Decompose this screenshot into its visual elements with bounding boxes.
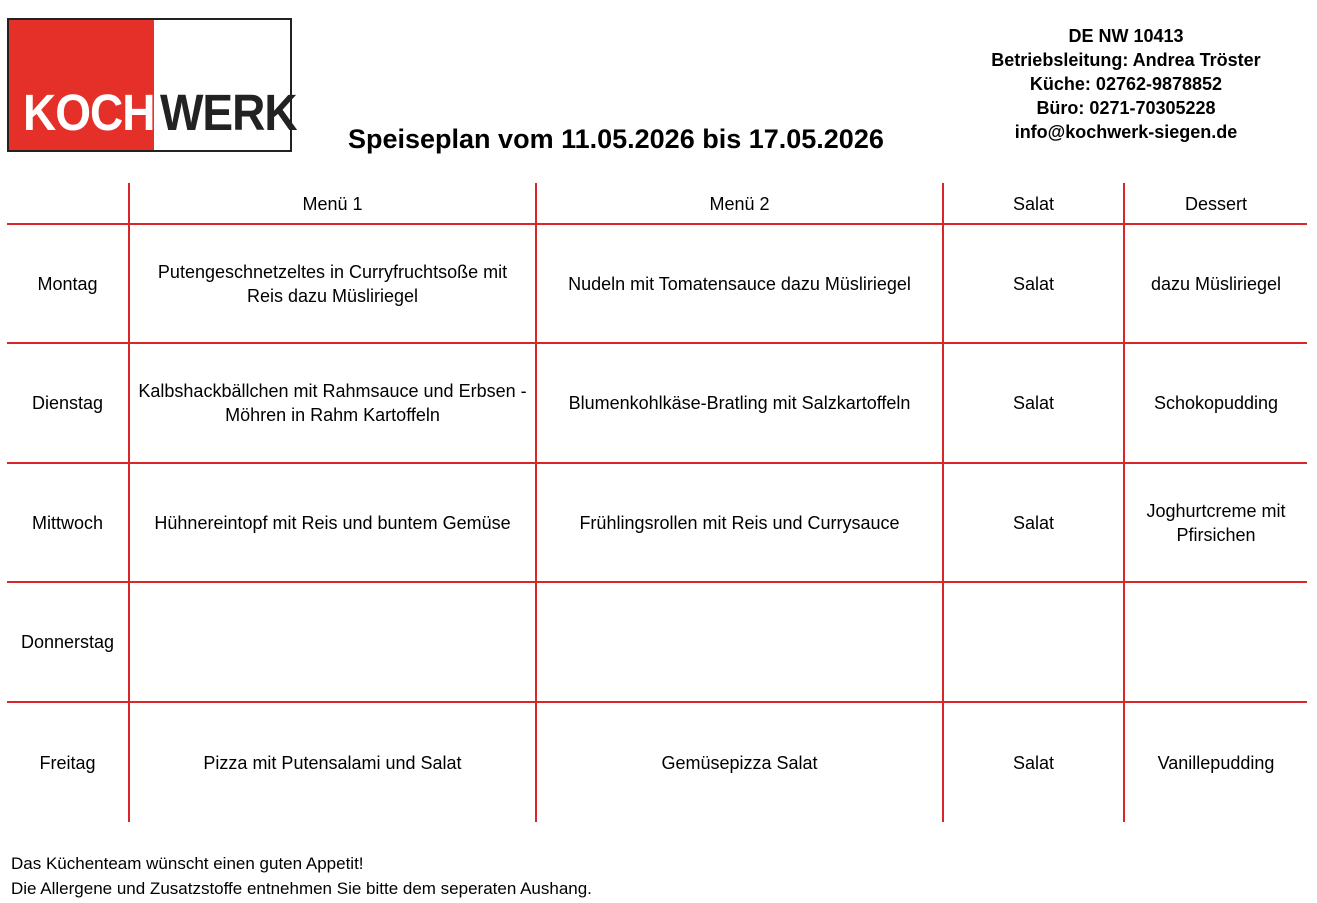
dessert-cell: dazu Müsliriegel (1150, 273, 1282, 294)
logo-text-koch: KOCH (23, 83, 155, 141)
salad-cell: Salat (1012, 512, 1055, 533)
menu1-cell: Pizza mit Putensalami und Salat (203, 752, 462, 773)
office-phone: Büro: 0271-70305228 (1036, 98, 1216, 118)
menu1-cell: Kalbshackbällchen mit Rahmsauce und Erbsen - Möhren in Rahm Kartoffeln (138, 381, 527, 425)
day-cell: Mittwoch (31, 512, 103, 533)
salad-cell: Salat (1012, 393, 1055, 413)
day-cell: Dienstag (31, 393, 104, 413)
header-menu2: Menü 2 (709, 193, 770, 214)
dessert-cell (1125, 583, 1307, 701)
footer-notes (11, 851, 592, 901)
footer-greeting: Das Küchenteam wünscht einen guten Appetit! (11, 854, 364, 873)
logo-white-block (154, 20, 297, 150)
menu2-cell: Nudeln mit Tomatensauce dazu Müsliriegel (568, 273, 911, 294)
salad-cell: Salat (1012, 273, 1055, 294)
day-cell: Montag (37, 273, 98, 294)
menu1-cell: Putengeschnetzeltes in Curryfruchtsoße mit Reis dazu Müsliriegel (157, 261, 508, 306)
company-id: DE NW 10413 (1068, 26, 1184, 46)
kochwerk-logo (7, 18, 297, 152)
logo-text-werk: WERK (160, 83, 297, 141)
contact-info (966, 24, 1286, 144)
menu1-cell: Hühnereintopf mit Reis und buntem Gemüse (154, 512, 511, 533)
menu2-cell: Frühlingsrollen mit Reis und Currysauce (579, 512, 900, 533)
dessert-cell: Joghurtcreme mit Pfirsichen (1146, 500, 1286, 545)
management-name: Betriebsleitung: Andrea Tröster (991, 50, 1261, 70)
salad-cell (944, 583, 1123, 701)
kitchen-phone: Küche: 02762-9878852 (1029, 74, 1223, 94)
page-title: Speiseplan vom 11.05.2026 bis 17.05.2026 (348, 124, 884, 154)
menu1-cell (130, 583, 535, 701)
dessert-cell: Schokopudding (1153, 393, 1279, 413)
footer-allergen-note: Die Allergene und Zusatzstoffe entnehmen Sie bitte dem seperaten Aushang. (11, 879, 592, 898)
day-cell: Donnerstag (20, 632, 115, 652)
menu2-cell: Gemüsepizza Salat (661, 752, 818, 773)
header-salad: Salat (1012, 193, 1055, 214)
menu2-cell (537, 583, 942, 701)
logo-red-block (9, 20, 154, 150)
header-menu1: Menü 1 (302, 193, 363, 214)
salad-cell: Salat (1012, 752, 1055, 773)
header-dessert: Dessert (1184, 193, 1247, 214)
menu2-cell: Blumenkohlkäse-Bratling mit Salzkartoffeln (568, 393, 911, 413)
dessert-cell: Vanillepudding (1157, 752, 1275, 773)
day-cell: Freitag (39, 752, 96, 773)
email-address: info@kochwerk-siegen.de (1014, 122, 1238, 142)
